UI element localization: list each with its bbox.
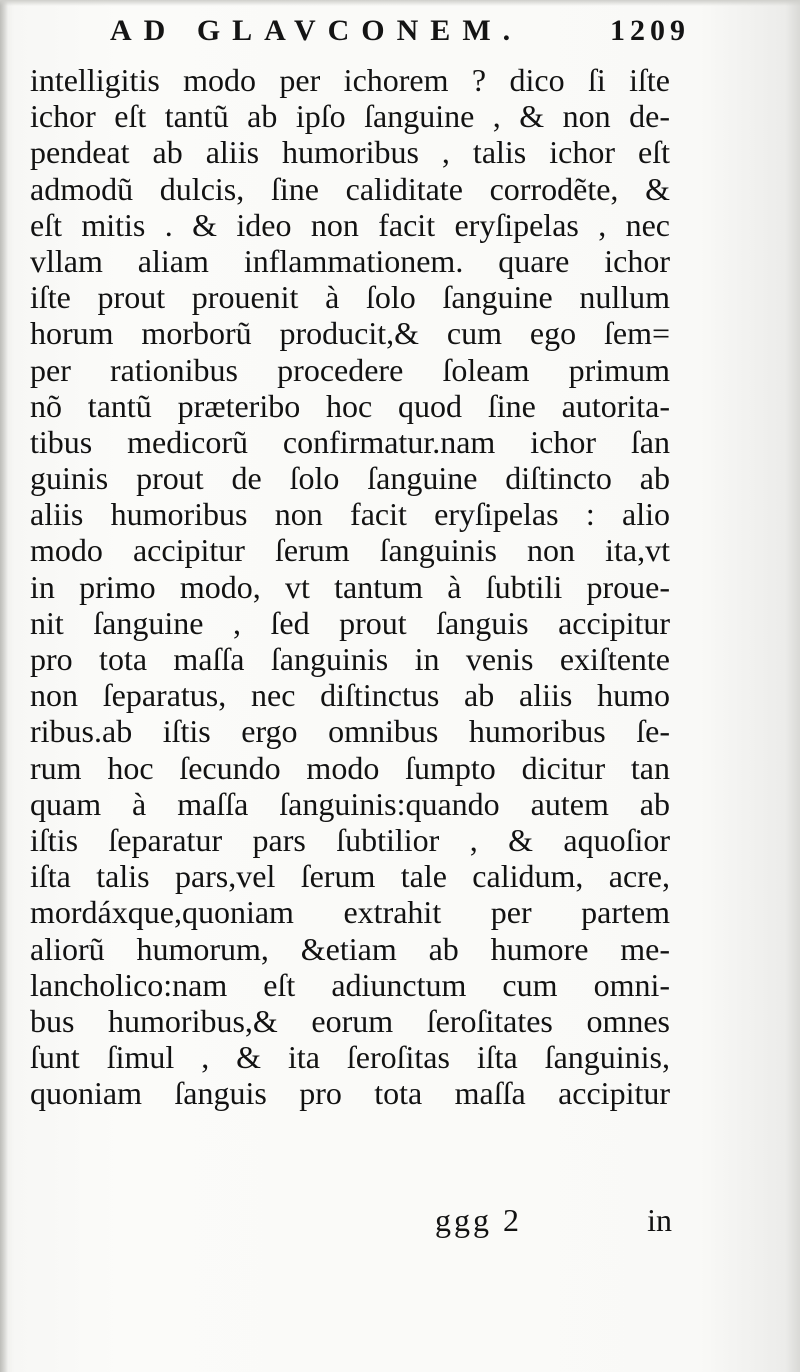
text-line: bus humoribus,& eorum ſeroſitates omnes [30,1002,670,1039]
text-line: eſt mitis . & ideo non facit eryſipelas , nec [30,206,670,243]
text-line: non ſeparatus, nec diſtinctus ab aliis humo [30,677,670,714]
page-footer [30,1202,672,1246]
running-title: AD GLAVCONEM. [110,14,523,47]
text-line: iſtis ſeparatur pars ſubtilior , & aquoſior [30,821,670,858]
text-line: aliis humoribus non facit eryſipelas : alio [30,496,670,533]
text-line: ſunt ſimul , & ita ſeroſitas iſta ſanguinis, [30,1039,670,1076]
text-line: admodũ dulcis, ſine caliditate corrodẽte, & [30,170,670,207]
text-line: iſta talis pars,vel ſerum tale calidum, acre, [30,858,670,895]
text-line: pendeat ab aliis humoribus , talis ichor eſt [30,134,670,171]
text-line: quoniam ſanguis pro tota maſſa accipitur [30,1075,670,1112]
text-line: per rationibus procedere ſoleam primum [30,351,670,388]
text-line: mordáxque,quoniam extrahit per partem [30,894,670,931]
text-line: guinis prout de ſolo ſanguine diſtincto ab [30,460,670,497]
text-line: aliorũ humorum, &etiam ab humore me- [30,930,670,967]
body-text [30,62,670,1111]
running-head [110,14,690,54]
text-line: rum hoc ſecundo modo ſumpto dicitur tan [30,749,670,786]
signature-mark: ggg 2 [435,1202,522,1238]
text-line: quam à maſſa ſanguinis:quando autem ab [30,785,670,822]
text-line: ribus.ab iſtis ergo omnibus humoribus ſe- [30,713,670,750]
text-line: tibus medicorũ confirmatur.nam ichor ſan [30,423,670,460]
text-line: vllam aliam inflammationem. quare ichor [30,242,670,279]
text-line: ichor eſt tantũ ab ipſo ſanguine , & non de- [30,98,670,135]
text-line: modo accipitur ſerum ſanguinis non ita,vt [30,532,670,569]
text-line: intelligitis modo per ichorem ? dico ſi iſte [30,62,670,98]
text-line: iſte prout prouenit à ſolo ſanguine nullum [30,279,670,316]
text-line: nit ſanguine , ſed prout ſanguis accipitur [30,604,670,641]
text-line: horum morborũ producit,& cum ego ſem= [30,315,670,352]
text-line: nõ tantũ præteribo hoc quod ſine autorita- [30,387,670,424]
page-number: 1209 [610,14,690,47]
text-line: pro tota maſſa ſanguinis in venis exiſtente [30,641,670,677]
catchword: in [647,1202,672,1238]
text-line: in primo modo, vt tantum à ſubtili proue- [30,568,670,605]
text-line: lancholico:nam eſt adiunctum cum omni- [30,966,670,1003]
